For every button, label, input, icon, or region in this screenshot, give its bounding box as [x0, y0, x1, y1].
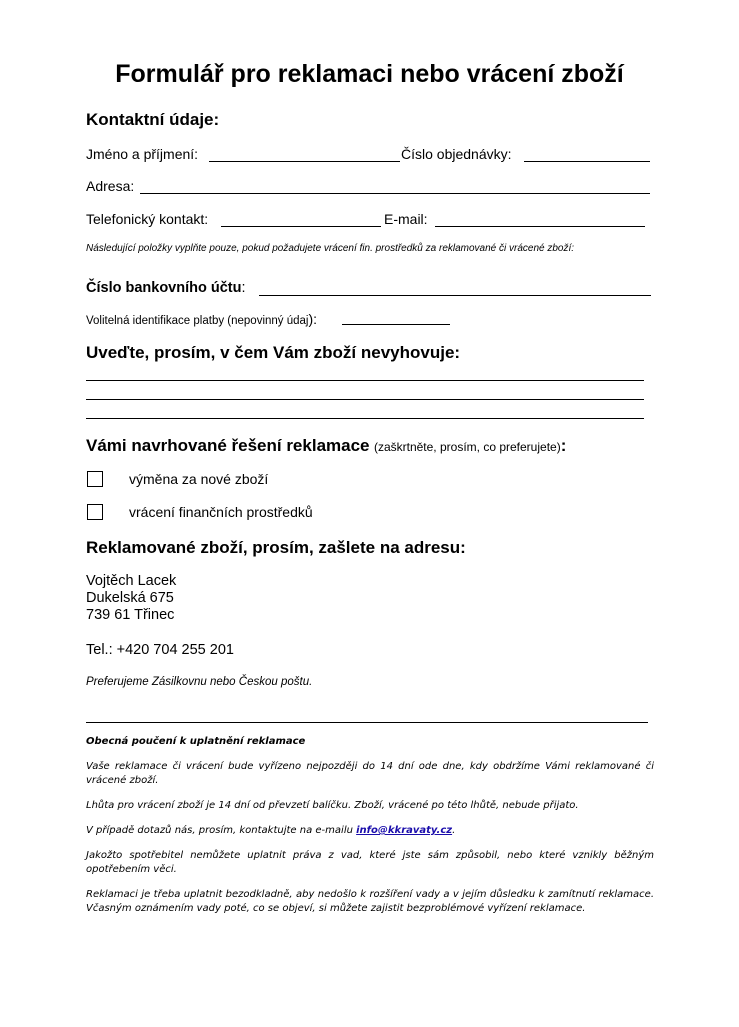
email-field[interactable] [435, 226, 645, 227]
ship-to-heading: Reklamované zboží, prosím, zašlete na adresu: [86, 538, 466, 557]
email-label: E-mail: [384, 211, 428, 227]
general-note-3-before: V případě dotazů nás, prosím, kontaktujte na e-mailu [86, 825, 357, 836]
exchange-option-label: výměna za nové zboží [129, 471, 269, 487]
general-notes [86, 735, 654, 927]
contact-email-link[interactable]: info@kkravaty.cz [356, 825, 453, 836]
defect-heading: Uveďte, prosím, v čem Vám zboží nevyhovuje: [86, 343, 461, 362]
ship-to-name: Vojtěch Lacek [86, 573, 177, 589]
contact-heading: Kontaktní údaje: [86, 110, 220, 129]
name-label: Jméno a příjmení: [86, 146, 199, 162]
bank-account-field[interactable] [259, 295, 651, 296]
name-field[interactable] [209, 161, 400, 162]
exchange-checkbox[interactable] [87, 471, 103, 487]
general-note-4: Jakožto spotřebitel nemůžete uplatnit práva z vad, které jste sám způsobil, nebo které vznikly běžným opotřebením věci. [86, 850, 654, 875]
ship-to-street: Dukelská 675 [86, 590, 174, 606]
phone-field[interactable] [221, 226, 381, 227]
general-note-3-after: . [452, 825, 456, 836]
section-divider [86, 722, 648, 723]
order-number-label: Číslo objednávky: [401, 146, 512, 162]
solution-colon: : [560, 436, 567, 455]
bank-account-label [86, 280, 246, 296]
order-number-field[interactable] [524, 161, 650, 162]
address-field[interactable] [140, 193, 650, 194]
solution-hint: (zaškrtněte, prosím, co preferujete) [373, 440, 561, 454]
defect-line-3[interactable] [86, 418, 644, 419]
address-label: Adresa: [86, 178, 135, 194]
bank-account-label-text: Číslo bankovního účtu [86, 280, 242, 296]
refund-checkbox[interactable] [87, 504, 103, 520]
payment-id-field[interactable] [342, 324, 450, 325]
shipping-preference: Preferujeme Zásilkovnu nebo Českou poštu. [86, 676, 313, 688]
solution-heading-text: Vámi navrhované řešení reklamace [86, 436, 370, 455]
general-note-5: Reklamaci je třeba uplatnit bezodkladně, aby nedošlo k rozšíření vady a v jejím důsledku k zamítnutí reklamace. Včasným oznámením vady poté, co se objeví, si můžete zajistit bezproblémové vyřízení reklamace. [86, 889, 654, 914]
general-note-1: Vaše reklamace či vrácení bude vyřízeno nejpozději do 14 dní ode dne, kdy obdržíme Vámi reklamované či vrácené zboží. [86, 761, 654, 786]
ship-to-city: 739 61 Třinec [86, 607, 175, 623]
refund-option-label: vrácení finančních prostředků [129, 504, 313, 520]
general-note-3 [86, 824, 654, 838]
payment-id-label-close: ): [308, 311, 318, 327]
payment-id-label-text: Volitelná identifikace platby (nepovinný údaj [86, 315, 309, 327]
refund-note: Následující položky vyplňte pouze, pokud požadujete vrácení fin. prostředků za reklamované či vrácené zboží: [86, 243, 575, 254]
payment-id-label [86, 311, 317, 327]
defect-line-1[interactable] [86, 380, 644, 381]
ship-to-phone: Tel.: +420 704 255 201 [86, 642, 234, 658]
page-title: Formulář pro reklamaci nebo vrácení zboží [115, 60, 624, 88]
general-notes-heading: Obecná poučení k uplatnění reklamace [86, 736, 306, 747]
phone-label: Telefonický kontakt: [86, 211, 209, 227]
general-note-2: Lhůta pro vrácení zboží je 14 dní od převzetí balíčku. Zboží, vrácené po této lhůtě, nebude přijato. [86, 800, 579, 811]
solution-heading [86, 436, 566, 456]
defect-line-2[interactable] [86, 399, 644, 400]
bank-account-colon: : [241, 280, 246, 296]
